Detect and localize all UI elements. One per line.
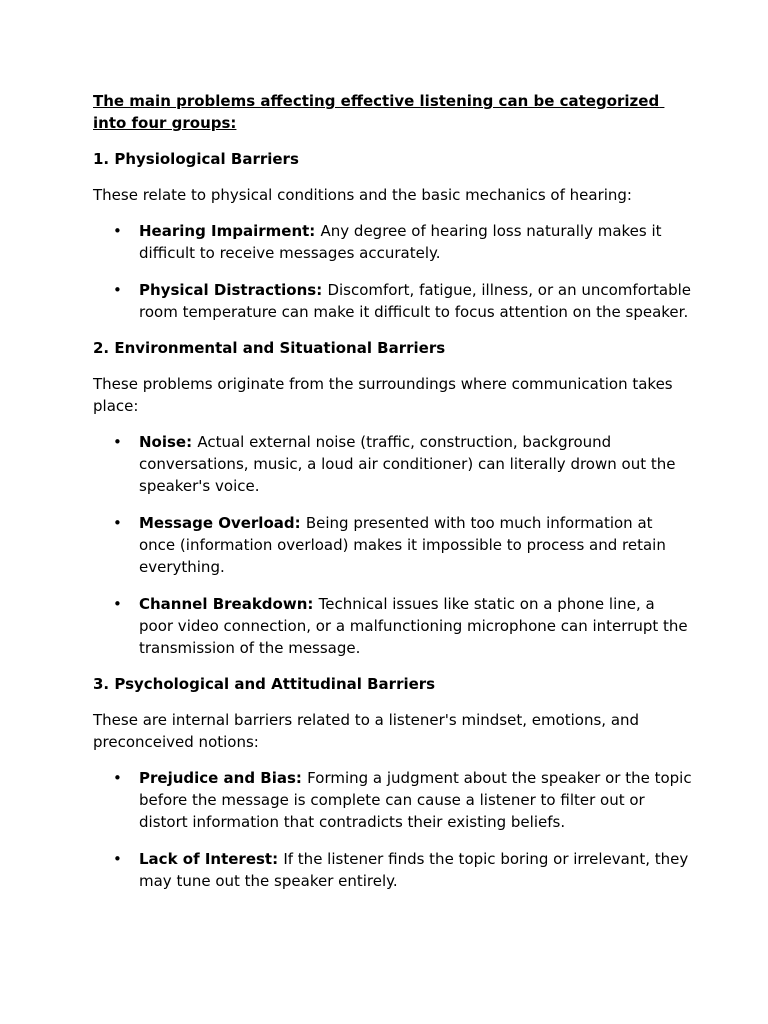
section-physiological-barriers (93, 148, 693, 323)
item-term: Channel Breakdown: (139, 595, 319, 613)
bullet-icon: • (113, 850, 122, 868)
bullet-icon: • (113, 222, 122, 240)
item-text: If the listener finds the topic boring or irrelevant, they may tune out the speaker entirely. (139, 850, 689, 890)
bullet-list (93, 767, 693, 892)
section-intro: These relate to physical conditions and the basic mechanics of hearing: (93, 186, 632, 204)
list-item (93, 767, 693, 833)
bullet-list (93, 220, 693, 323)
item-text: Being presented with too much information at once (information overload) makes it impossible to process and retain everything. (139, 514, 666, 576)
item-term: Noise: (139, 433, 198, 451)
list-item (93, 848, 693, 892)
item-text: Discomfort, fatigue, illness, or an uncomfortable room temperature can make it difficult to focus attention on the speaker. (139, 281, 692, 321)
item-text: Technical issues like static on a phone line, a poor video connection, or a malfunctioning microphone can interrupt the transmission of the message. (139, 595, 688, 657)
section-heading: 3. Psychological and Attitudinal Barriers (93, 675, 436, 693)
bullet-icon: • (113, 281, 122, 299)
list-item (93, 593, 693, 659)
item-term: Prejudice and Bias: (139, 769, 308, 787)
document-title: The main problems affecting effective listening can be categorized into four groups: (93, 92, 665, 132)
list-item (93, 512, 693, 578)
bullet-icon: • (113, 595, 122, 613)
document-page (93, 90, 693, 906)
item-term: Lack of Interest: (139, 850, 284, 868)
item-term: Physical Distractions: (139, 281, 328, 299)
bullet-icon: • (113, 514, 122, 532)
list-item (93, 220, 693, 264)
item-text: Forming a judgment about the speaker or the topic before the message is complete can cause a listener to filter out or distort information that contradicts their existing beliefs. (139, 769, 692, 831)
item-term: Hearing Impairment: (139, 222, 321, 240)
section-environmental-barriers (93, 337, 693, 659)
section-heading: 2. Environmental and Situational Barriers (93, 339, 446, 357)
bullet-icon: • (113, 433, 122, 451)
item-text: Any degree of hearing loss naturally makes it difficult to receive messages accurately. (139, 222, 662, 262)
bullet-list (93, 431, 693, 659)
section-psychological-barriers (93, 673, 693, 892)
section-heading: 1. Physiological Barriers (93, 150, 299, 168)
section-intro: These problems originate from the surroundings where communication takes place: (93, 375, 673, 415)
list-item (93, 431, 693, 497)
item-term: Message Overload: (139, 514, 306, 532)
item-text: Actual external noise (traffic, construction, background conversations, music, a loud air conditioner) can literally drown out the speaker's voice. (139, 433, 676, 495)
section-intro: These are internal barriers related to a listener's mindset, emotions, and preconceived notions: (93, 711, 640, 751)
bullet-icon: • (113, 769, 122, 787)
list-item (93, 279, 693, 323)
